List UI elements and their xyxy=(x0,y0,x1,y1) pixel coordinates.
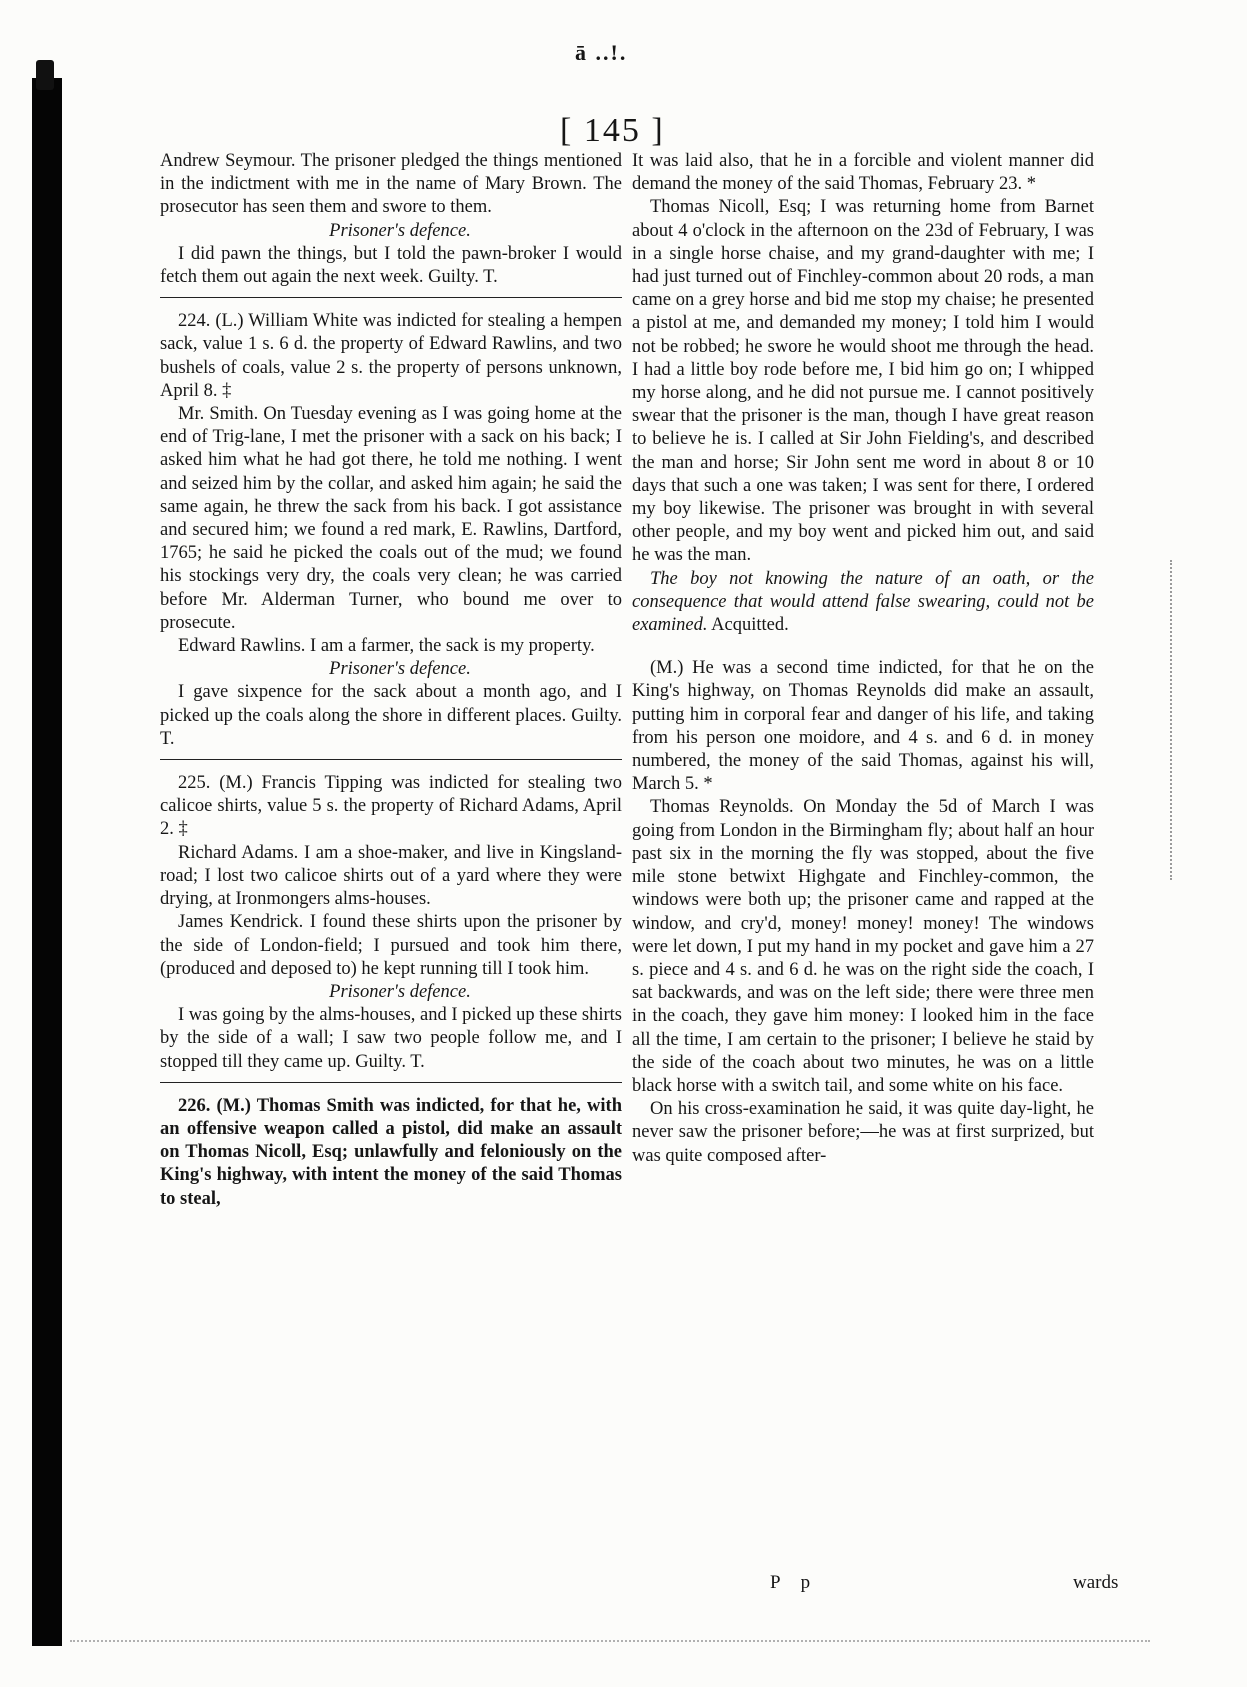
paragraph: Andrew Seymour. The prisoner pledged the things mentioned in the indictment with me in the name of Mary Brown. The prosecutor has seen them and swore to them. xyxy=(160,151,622,218)
paragraph: Edward Rawlins. I am a farmer, the sack is my property. xyxy=(178,636,595,657)
catchword: wards xyxy=(1073,1572,1119,1593)
binding-shadow xyxy=(32,78,62,1646)
divider xyxy=(160,759,622,760)
verdict-note-result: Acquitted. xyxy=(711,615,789,636)
paragraph: Mr. Smith. On Tuesday evening as I was going home at the end of Trig-lane, I met the prisoner with a sack on his back; I asked him what he had got there, he told me nothing. I went and seized him by the collar, and asked him again; he said the same again, he threw the sack from his back. I got assistance and secured him; we found a red mark, E. Rawlins, Dartford, 1765; he said he picked the coals out of the mud; we found his stockings very dry, the coals very clean; he was carried before Mr. Alderman Turner, who bound me over to prosecute. xyxy=(160,404,622,633)
section-heading: Prisoner's defence. xyxy=(329,220,471,241)
spacer xyxy=(632,637,1094,657)
page-number: [ 145 ] xyxy=(560,112,665,149)
paragraph: 226. (M.) Thomas Smith was indicted, for that he, with an offensive weapon called a pistol, did make an assault on Thomas Nicoll, Esq; unlawfully and feloniously on the King's highway, with intent the money of the said Thomas to steal, xyxy=(160,1095,622,1209)
verdict-note xyxy=(632,568,1094,638)
paragraph: (M.) He was a second time indicted, for that he on the King's highway, on Thomas Reynolds did make an assault, putting him in corporal fear and danger of his life, and taking from his person one moidore, and 4 s. and 6 d. in money numbered, the money of the said Thomas, against his will, March 5. * xyxy=(632,658,1094,795)
right-column xyxy=(632,150,1094,1168)
signature-mark: P p xyxy=(770,1572,819,1593)
paragraph: I was going by the alms-houses, and I picked up these shirts by the side of a wall; I saw two people follow me, and I stopped till they came up. Guilty. T. xyxy=(160,1005,622,1072)
scan-noise-edge xyxy=(1170,560,1180,880)
paragraph: On his cross-examination he said, it was quite day-light, he never saw the prisoner before;—he was at first surprized, but was quite composed after- xyxy=(632,1099,1094,1166)
scan-noise-bottom xyxy=(70,1640,1150,1650)
paragraph: Richard Adams. I am a shoe-maker, and live in Kingsland-road; I lost two calicoe shirts out of a yard where they were drying, at Ironmongers alms-houses. xyxy=(160,842,622,910)
paragraph: Thomas Reynolds. On Monday the 5d of March I was going from London in the Birmingham fly; about half an hour past six in the morning the fly was stopped, about the five mile stone betwixt Highgate and Finchley-common, the windows were both up; the prisoner came and rapped at the window, and cry'd, money! money! money! The windows were let down, I put my hand in my pocket and gave him a 27 s. piece and 4 s. and 6 d. he was on the right side the coach, I sat backwards, and was on the left side; there were three men in the coach, they gave him money: I looked him in the face all the time, I am certain to the prisoner; I believe he staid by the side of the coach about two minutes, he was on a little black horse with a switch tail, and some white on his face. xyxy=(632,797,1094,1096)
paragraph: Thomas Nicoll, Esq; I was returning home from Barnet about 4 o'clock in the afternoon on the 23d of February, I was in a single horse chaise, and my grand-daughter with me; I had just turned out of Finchley-common about 20 rods, a man came on a grey horse and bid me stop my chaise; he presented a pistol at me, and demanded my money; I told him I would not be robbed; he swore he would shoot me through the head. I had a little boy rode before me, I bid him go on; I whipped my horse along, and he did not pursue me. I cannot positively swear that the prisoner is the man, though I have great reason to believe he is. I called at Sir John Fielding's, and described the man and horse; Sir John sent me word in about 8 or 10 days that such a one was taken; I was sent for there, I ordered my boy likewise. The prisoner was brought in with several other people, and my boy went and picked him out, and said he was the man. xyxy=(632,197,1094,566)
section-heading: Prisoner's defence. xyxy=(329,981,471,1002)
paragraph: I gave sixpence for the sack about a month ago, and I picked up the coals along the shore in different places. Guilty. T. xyxy=(160,682,622,749)
paragraph: It was laid also, that he in a forcible and violent manner did demand the money of the said Thomas, February 23. * xyxy=(632,151,1094,195)
paragraph: 224. (L.) William White was indicted for stealing a hempen sack, value 1 s. 6 d. the property of Edward Rawlins, and two bushels of coals, value 2 s. the property of persons unknown, April 8. ‡ xyxy=(160,311,622,401)
paragraph: James Kendrick. I found these shirts upon the prisoner by the side of London-field; I pursued and took him there, (produced and deposed to) he kept running till I took him. xyxy=(160,912,622,979)
left-column xyxy=(160,150,622,1211)
divider xyxy=(160,297,622,298)
verdict-note-italic: The boy not knowing the nature of an oath, or the consequence that would attend false swearing, could not be examined. xyxy=(632,568,1094,636)
divider xyxy=(160,1082,622,1083)
section-heading: Prisoner's defence. xyxy=(329,659,471,680)
paragraph: I did pawn the things, but I told the pawn-broker I would fetch them out again the next week. Guilty. T. xyxy=(160,243,622,288)
header-mark: ā ..!. xyxy=(575,40,628,65)
binding-shadow-top xyxy=(36,60,54,90)
paragraph: 225. (M.) Francis Tipping was indicted for stealing two calicoe shirts, value 5 s. the property of Richard Adams, April 2. ‡ xyxy=(160,773,622,840)
